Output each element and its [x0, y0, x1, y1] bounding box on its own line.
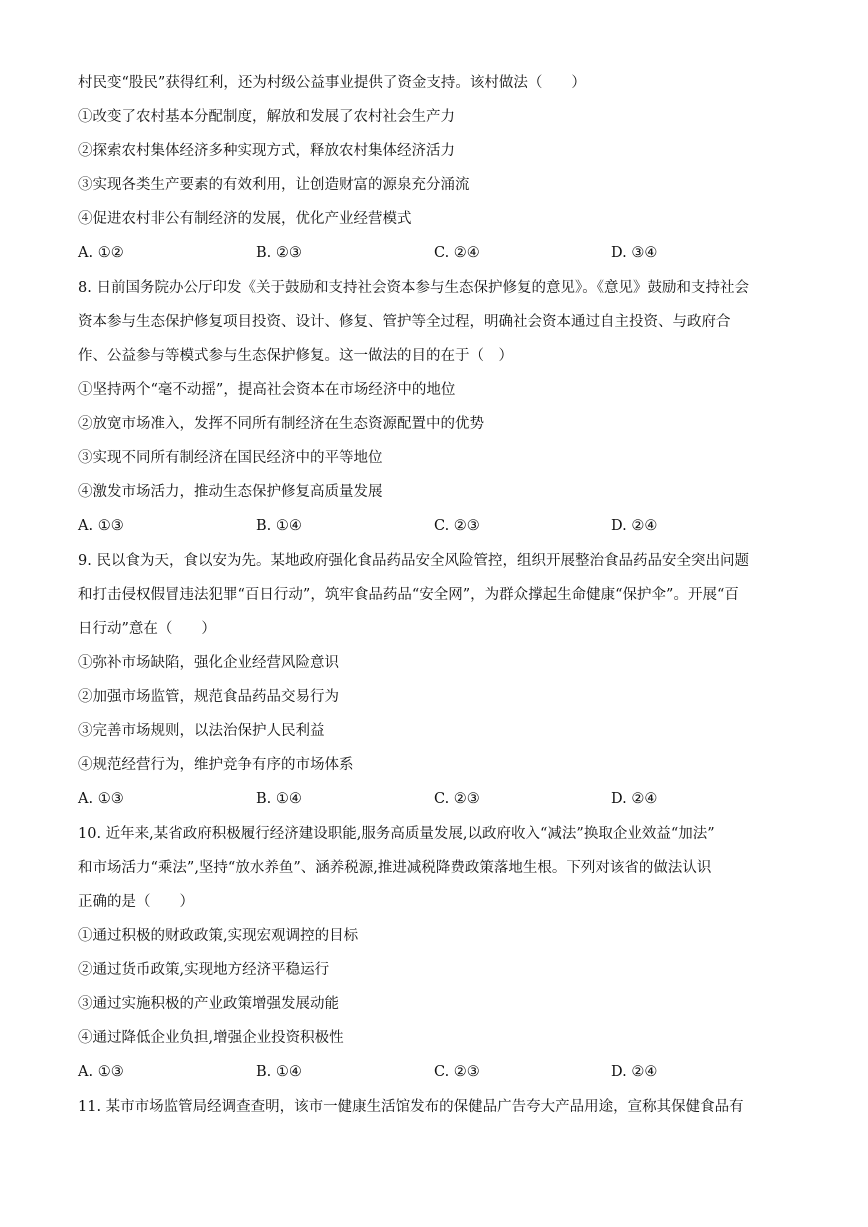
q8-option-b[interactable]: B. ①④	[256, 518, 302, 534]
q10-option-b[interactable]: B. ①④	[256, 1064, 302, 1080]
q9-options	[78, 789, 798, 809]
q8-item-1: ①坚持两个“毫不动摇”，提高社会资本在市场经济中的地位	[78, 382, 456, 398]
q7-option-b[interactable]: B. ②③	[256, 245, 302, 261]
q9-item-3: ③完善市场规则，以法治保护人民利益	[78, 723, 325, 739]
q10-option-d[interactable]: D. ②④	[611, 1064, 658, 1080]
q7-options	[78, 243, 798, 263]
q8-stem-line-1: 8. 日前国务院办公厅印发《关于鼓励和支持社会资本参与生态保护修复的意见》。《意见》鼓励和支持社会	[78, 280, 749, 296]
q11-stem-line-1: 11. 某市市场监管局经调查查明，该市一健康生活馆发布的保健品广告夸大产品用途，宣称其保健食品有	[78, 1099, 744, 1115]
q10-item-3: ③通过实施积极的产业政策增强发展动能	[78, 996, 339, 1012]
q8-option-c[interactable]: C. ②③	[434, 518, 480, 534]
q9-stem-line-3: 日行动”意在（ ）	[78, 621, 216, 637]
q9-stem-line-2: 和打击侵权假冒违法犯罪“百日行动”，筑牢食品药品“安全网”，为群众撑起生命健康“保护伞”。开展“百	[78, 587, 739, 603]
q10-stem-line-2: 和市场活力“乘法”,坚持“放水养鱼”、涵养税源,推进减税降费政策落地生根。下列对该省的做法认识	[78, 860, 712, 876]
q9-item-2: ②加强市场监管，规范食品药品交易行为	[78, 689, 339, 705]
q10-item-1: ①通过积极的财政政策,实现宏观调控的目标	[78, 928, 359, 944]
q8-stem-line-2: 资本参与生态保护修复项目投资、设计、修复、管护等全过程，明确社会资本通过自主投资、与政府合	[78, 314, 731, 330]
q8-option-a[interactable]: A. ①③	[78, 518, 124, 534]
q10-option-c[interactable]: C. ②③	[434, 1064, 480, 1080]
q10-option-a[interactable]: A. ①③	[78, 1064, 124, 1080]
q7-item-4: ④促进农村非公有制经济的发展，优化产业经营模式	[78, 211, 412, 227]
q7-stem-line: 村民变“股民”获得红利，还为村级公益事业提供了资金支持。该村做法（ ）	[78, 75, 586, 91]
q7-item-1: ①改变了农村基本分配制度，解放和发展了农村社会生产力	[78, 109, 455, 125]
q9-option-b[interactable]: B. ①④	[256, 791, 302, 807]
q10-item-4: ④通过降低企业负担,增强企业投资积极性	[78, 1030, 344, 1046]
q7-option-d[interactable]: D. ③④	[611, 245, 658, 261]
q9-item-4: ④规范经营行为，维护竞争有序的市场体系	[78, 757, 354, 773]
q8-item-4: ④激发市场活力，推动生态保护修复高质量发展	[78, 484, 383, 500]
q7-item-2: ②探索农村集体经济多种实现方式，释放农村集体经济活力	[78, 143, 455, 159]
q7-option-a[interactable]: A. ①②	[78, 245, 124, 261]
q9-option-d[interactable]: D. ②④	[611, 791, 658, 807]
q8-item-3: ③实现不同所有制经济在国民经济中的平等地位	[78, 450, 383, 466]
q8-option-d[interactable]: D. ②④	[611, 518, 658, 534]
q7-item-3: ③实现各类生产要素的有效利用，让创造财富的源泉充分涌流	[78, 177, 470, 193]
q9-item-1: ①弥补市场缺陷，强化企业经营风险意识	[78, 655, 339, 671]
q9-stem-line-1: 9. 民以食为天，食以安为先。某地政府强化食品药品安全风险管控，组织开展整治食品药品安全突出问题	[78, 553, 749, 569]
q8-options	[78, 516, 798, 536]
q9-option-c[interactable]: C. ②③	[434, 791, 480, 807]
q9-option-a[interactable]: A. ①③	[78, 791, 124, 807]
q8-item-2: ②放宽市场准入，发挥不同所有制经济在生态资源配置中的优势	[78, 416, 484, 432]
q7-option-c[interactable]: C. ②④	[434, 245, 480, 261]
q10-options	[78, 1062, 798, 1082]
q8-stem-line-3: 作、公益参与等模式参与生态保护修复。这一做法的目的在于（ ）	[78, 348, 513, 364]
q10-stem-line-3: 正确的是（ ）	[78, 894, 194, 910]
q10-stem-line-1: 10. 近年来,某省政府积极履行经济建设职能,服务高质量发展,以政府收入“减法”换取企业效益“加法”	[78, 826, 715, 842]
q10-item-2: ②通过货币政策,实现地方经济平稳运行	[78, 962, 330, 978]
